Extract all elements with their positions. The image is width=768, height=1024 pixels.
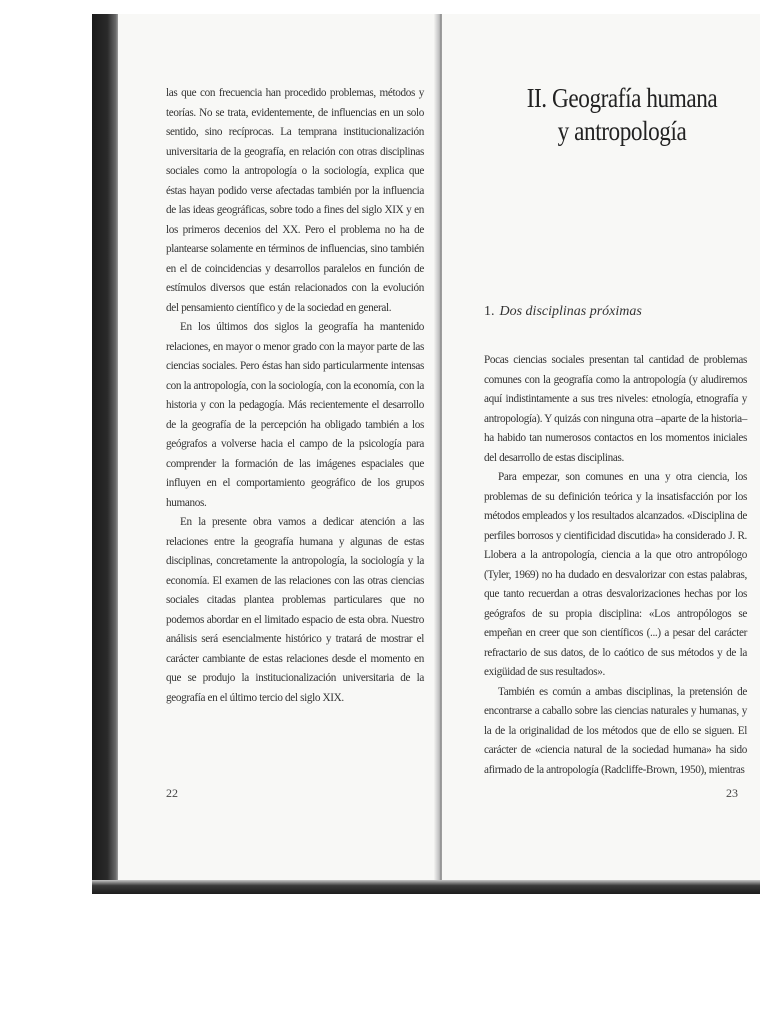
section-heading xyxy=(484,304,642,320)
book-spread xyxy=(92,14,760,894)
book-bottom-edge xyxy=(92,880,760,894)
book-cover-edge xyxy=(92,14,120,894)
page-number: 22 xyxy=(166,786,178,800)
left-page xyxy=(118,14,440,880)
paragraph: En los últimos dos siglos la geografía ha mantenido relaciones, en mayor o menor grado con la mayor parte de las ciencias sociales. Pero éstas han sido particularmente intensas con la antropología, con la sociología, con la economía, con la historia y con la pedagogía. Más recientemente el desarrollo de la geografía de la percepción ha obligado también a los geógrafos a volverse hacia el campo de la psicología para comprender la formación de las imágenes espaciales que influyen en el comportamiento geográfico de los grupos humanos. xyxy=(166,321,424,509)
section-number: 1. xyxy=(484,304,495,319)
page-number: 23 xyxy=(726,786,738,800)
chapter-title-line: y antropología xyxy=(557,116,687,146)
paragraph: Para empezar, son comunes en una y otra ciencia, los problemas de su definición teórica y la insatisfacción por los métodos empleados y los resultados alcanzados. «Disciplina de perfiles borrosos y cientificidad discutida» ha considerado J. R. Llobera a la antropología, ciencia a la que otro antropólogo (Tyler, 1969) no ha dudado en desvalorizar con estas palabras, que tanto recuerdan a otras desvalorizaciones hechas por los geógrafos de su propia disciplina: «Los antropólogos se empeñan en creer que son científicos (...) a pesar del carácter refractario de sus datos, de lo caótico de sus métodos y de la exigüidad de sus resultados». xyxy=(484,471,747,678)
chapter-title-line: II. Geografía humana xyxy=(526,83,718,113)
right-page xyxy=(442,14,760,880)
left-page-body xyxy=(166,84,424,708)
right-page-body xyxy=(484,351,747,780)
paragraph: También es común a ambas disciplinas, la pretensión de encontrarse a caballo sobre las ciencias naturales y humanas, y la de la originalidad de los métodos que de ello se siguen. El carácter de «ciencia natural de la sociedad humana» ha sido afirmado de la antropología (Radcliffe-Brown, 1950), mientras xyxy=(484,685,747,776)
paragraph: las que con frecuencia han procedido problemas, métodos y teorías. No se trata, evidentemente, de influencias en un solo sentido, sino recíprocas. La temprana institucionalización universitaria de la geografía, en relación con otras disciplinas sociales como la antropología o la sociología, explica que éstas hayan podido verse afectadas también por la influencia de las ideas geográficas, sobre todo a fines del siglo XIX y en los primeros decenios del XX. Pero el problema no ha de plantearse solamente en términos de influencias, sino también en el de coincidencias y desarrollos paralelos en función de estímulos diversos que están relacionados con la evolución del pensamiento científico y de la sociedad en general. xyxy=(166,87,424,314)
chapter-title xyxy=(519,82,725,148)
section-title: Dos disciplinas próximas xyxy=(499,304,642,319)
paragraph: En la presente obra vamos a dedicar atención a las relaciones entre la geografía humana y algunas de estas disciplinas, concretamente la antropología, la sociología y la economía. El examen de las relaciones con las otras ciencias sociales citadas plantea problemas particulares que no podemos abordar en el limitado espacio de esta obra. Nuestro análisis será esencialmente histórico y tratará de mostrar el carácter cambiante de estas relaciones desde el momento en que se produjo la institucionalización universitaria de la geografía en el último tercio del siglo XIX. xyxy=(166,516,424,704)
paragraph: Pocas ciencias sociales presentan tal cantidad de problemas comunes con la geografía como la antropología (y aludiremos aquí indistintamente a sus tres niveles: etnología, etnografía y antropología). Y quizás con ninguna otra –aparte de la historia– ha habido tan numerosos contactos en los momentos iniciales del desarrollo de estas disciplinas. xyxy=(484,354,747,464)
